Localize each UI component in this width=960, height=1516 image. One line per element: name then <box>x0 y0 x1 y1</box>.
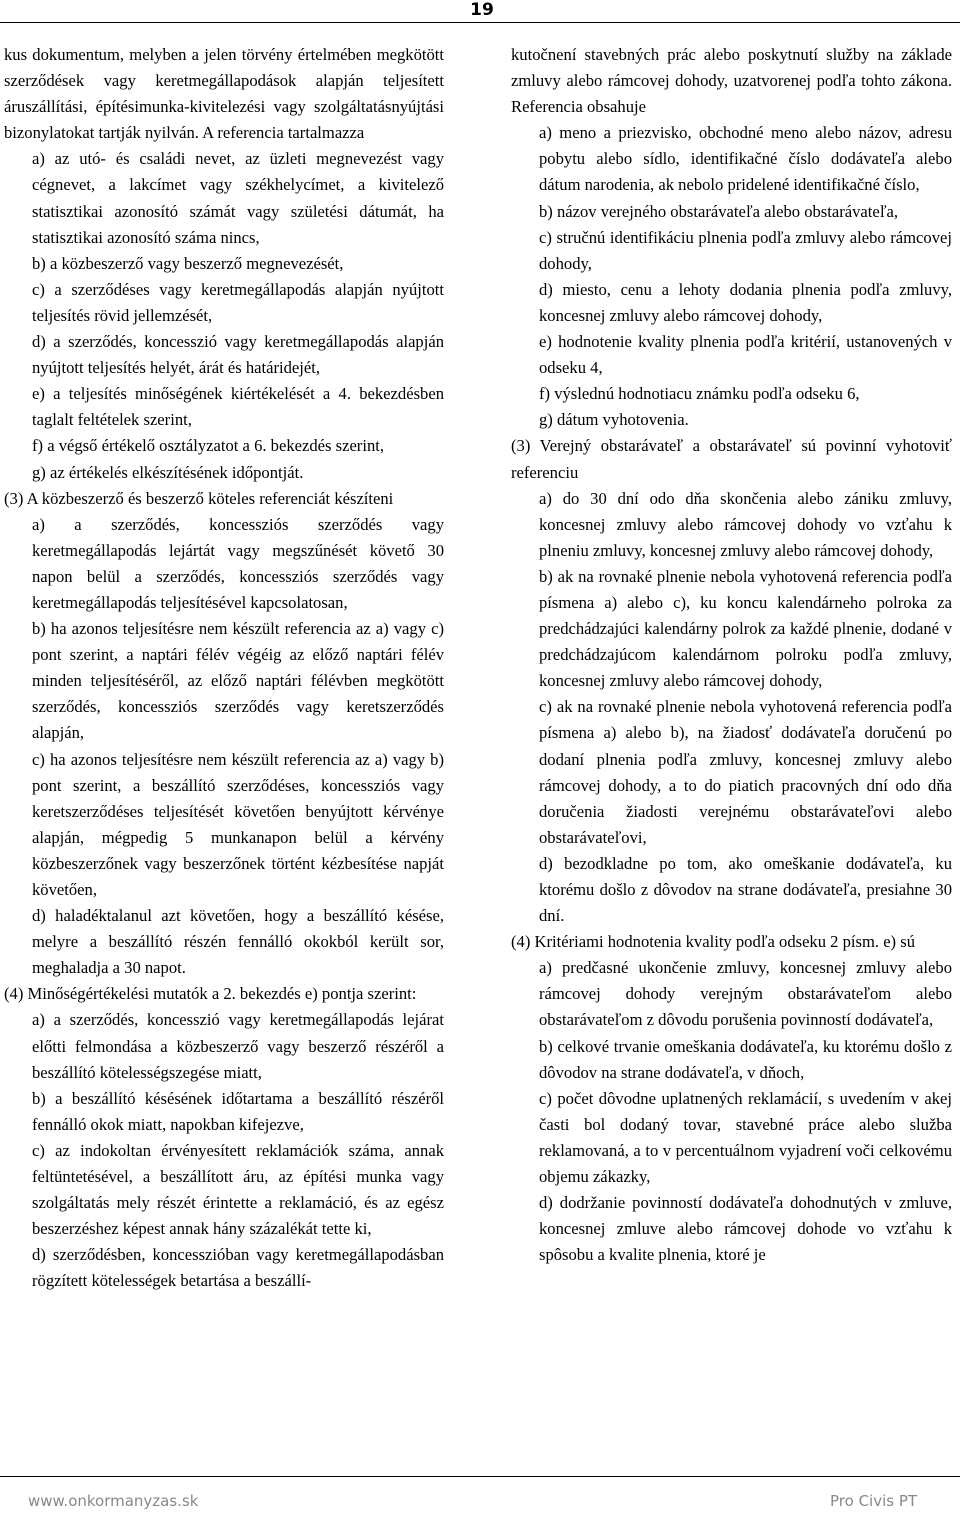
paragraph: e) hodnotenie kvality plnenia podľa kritérií, ustanovených v odseku 4, <box>539 332 952 378</box>
paragraph: b) ha azonos teljesítésre nem készült referencia az a) vagy c) pont szerint, a naptári félév végéig az előző naptári félév minden teljesítéséről, az előző naptári félévben megkötött szerződés, koncessziós szerződés vagy keretszerződés alapján, <box>32 619 444 743</box>
paragraph: a) a szerződés, koncessziós szerződés vagy keretmegállapodás lejártát vagy megszűnését követő 30 napon belül a szerződés, koncessziós szerződés vagy keretmegállapodás teljesítésével kapcsolatosan, <box>32 514 444 612</box>
paragraph: f) výslednú hodnotiacu známku podľa odseku 6, <box>539 384 860 404</box>
paragraph: d) haladéktalanul azt követően, hogy a beszállító késése, melyre a beszállító részén fennálló okokból került sor, meghaladja a 30 napot. <box>32 906 444 978</box>
paragraph: a) az utó- és családi nevet, az üzleti megnevezést vagy cégnevet, a lakcímet vagy székhelycímet, a kivitelező statisztikai azonosító számát vagy születési dátumát, ha statisztikai azonosító száma nincs, <box>32 149 444 247</box>
paragraph: d) miesto, cenu a lehoty dodania plnenia podľa zmluvy, koncesnej zmluvy alebo rámcovej dohody, <box>539 279 952 325</box>
paragraph: g) dátum vyhotovenia. <box>539 410 689 430</box>
paragraph: b) a közbeszerző vagy beszerző megnevezését, <box>32 253 344 273</box>
paragraph: c) az indokoltan érvényesített reklamációk száma, annak feltüntetésével, a beszállított áru, az építési munka vagy szolgáltatás mely részét érintette a reklamáció, és az egész beszerzéshez képest annak hány százalékát tette ki, <box>32 1140 444 1239</box>
paragraph: kus dokumentum, melyben a jelen törvény értelmében megkötött szerződések vagy keretmegállapodások alapján teljesített áruszállítási, építésimunka-kivitelezési vagy szolgáltatásnyújtási bizonylatokat tartják nyilván. A referencia tartalmazza <box>4 45 444 143</box>
paragraph: c) ha azonos teljesítésre nem készült referencia az a) vagy b) pont szerint, a beszállító szerződéses, koncessziós vagy keretszerződéses teljesítését követően benyújtott kérvénye alapján, mégpedig 5 munkanapon belül a kérvény közbeszerzőnek vagy beszerzőnek történt kézbesítése napját követően, <box>32 749 444 899</box>
paragraph: c) a szerződéses vagy keretmegállapodás alapján nyújtott teljesítés rövid jellemzését, <box>32 279 444 325</box>
paragraph: b) celkové trvanie omeškania dodávateľa, ku ktorému došlo z dôvodov na strane dodávateľa, v dňoch, <box>539 1036 952 1082</box>
paragraph: (3) Verejný obstarávateľ a obstarávateľ sú povinní vyhotoviť referenciu <box>511 436 952 482</box>
paragraph: a) predčasné ukončenie zmluvy, koncesnej zmluvy alebo rámcovej dohody verejným obstarávateľom alebo obstarávateľom z dôvodu porušenia povinností dodávateľa, <box>539 958 952 1030</box>
paragraph: (3) A közbeszerző és beszerző köteles referenciát készíteni <box>4 488 394 508</box>
paragraph: c) počet dôvodne uplatnených reklamácií, s uvedením v akej časti bol dodaný tovar, stavebné práce alebo služba reklamovaná, a to v percentuálnom vyjadrení voči celkovému objemu zákazky, <box>539 1088 952 1187</box>
paragraph: a) meno a priezvisko, obchodné meno alebo názov, adresu pobytu alebo sídlo, identifikačné číslo dodávateľa alebo dátum narodenia, ak nebolo pridelené identifikačné číslo, <box>539 123 952 195</box>
page-number: 19 <box>470 0 494 20</box>
paragraph: d) a szerződés, koncesszió vagy keretmegállapodás alapján nyújtott teljesítés helyét, árát és határidejét, <box>32 332 444 378</box>
paragraph: kutočnení stavebných prác alebo poskytnutí služby na základe zmluvy alebo rámcovej dohody, uzatvorenej podľa tohto zákona. Referencia obsahuje <box>511 45 952 117</box>
footer-publisher: Pro Civis PT <box>830 1492 918 1510</box>
paragraph: g) az értékelés elkészítésének időpontját. <box>32 462 304 482</box>
paragraph: d) dodržanie povinností dodávateľa dohodnutých v zmluve, koncesnej zmluve alebo rámcovej dohode vo vzťahu k spôsobu a kvalite plnenia, ktoré je <box>539 1193 952 1265</box>
paragraph: d) szerződésben, koncesszióban vagy keretmegállapodásban rögzített kötelességek betartása a beszállí- <box>32 1245 444 1291</box>
paragraph: e) a teljesítés minőségének kiértékelését a 4. bekezdésben taglalt feltételek szerint, <box>32 384 444 430</box>
paragraph: b) názov verejného obstarávateľa alebo obstarávateľa, <box>539 201 899 221</box>
right-column-slovak <box>511 42 952 1268</box>
paragraph: f) a végső értékelő osztályzatot a 6. bekezdés szerint, <box>32 436 385 456</box>
paragraph: (4) Kritériami hodnotenia kvality podľa odseku 2 písm. e) sú <box>511 932 915 952</box>
paragraph: a) a szerződés, koncesszió vagy keretmegállapodás lejárat előtti felmondása a közbeszerző vagy beszerző részéről a beszállító kötelességszegése miatt, <box>32 1010 444 1082</box>
left-column-hungarian <box>4 42 444 1295</box>
paragraph: b) a beszállító késésének időtartama a beszállító részéről fennálló okok miatt, napokban kifejezve, <box>32 1088 444 1134</box>
paragraph: c) ak na rovnaké plnenie nebola vyhotovená referencia podľa písmena a) alebo b), na žiadosť dodávateľa doručenú po dodaní plnenia podľa zmluvy, koncesnej zmluvy alebo rámcovej dohody, a to do piatich pracovných dní odo dňa doručenia žiadosti verejnému obstarávateľovi alebo obstarávateľovi, <box>539 697 952 847</box>
paragraph: d) bezodkladne po tom, ako omeškanie dodávateľa, ku ktorému došlo z dôvodov na strane dodávateľa, presiahne 30 dní. <box>539 853 952 926</box>
footer-divider <box>0 1476 960 1477</box>
header-divider <box>0 22 960 23</box>
paragraph: c) stručnú identifikáciu plnenia podľa zmluvy alebo rámcovej dohody, <box>539 227 952 273</box>
paragraph: (4) Minőségértékelési mutatók a 2. bekezdés e) pontja szerint: <box>4 984 417 1004</box>
paragraph: b) ak na rovnaké plnenie nebola vyhotovená referencia podľa písmena a) alebo c), ku koncu kalendárneho polroka za predchádzajúci kalendárny polrok za každé plnenie, dodané v predchádzajúcom kalendárnom polroku podľa zmluvy, koncesnej zmluvy alebo rámcovej dohody, <box>539 566 952 691</box>
paragraph: a) do 30 dní odo dňa skončenia alebo zániku zmluvy, koncesnej zmluvy alebo rámcovej dohody vo vzťahu k plneniu zmluvy, koncesnej zmluvy alebo rámcovej dohody, <box>539 488 952 560</box>
footer-website-link[interactable]: www.onkormanyzas.sk <box>28 1492 199 1510</box>
